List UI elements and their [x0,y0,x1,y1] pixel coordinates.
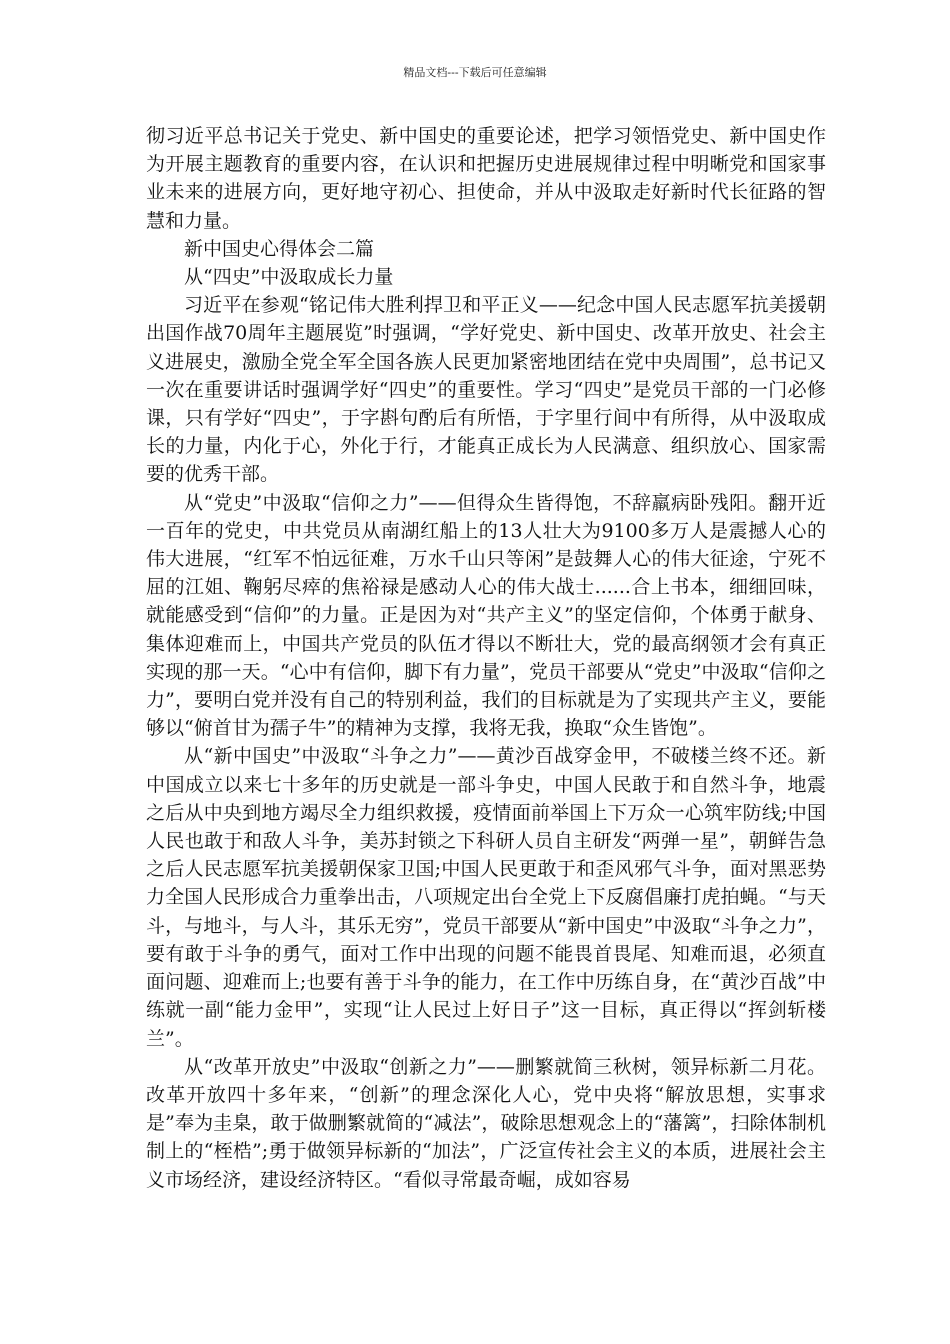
paragraph-continuation: 彻习近平总书记关于党史、新中国史的重要论述，把学习领悟党史、新中国史作为开展主题教育的重要内容，在认识和把握历史进展规律过程中明晰党和国家事业未来的进展方向，更好地守初心、担使命，并从中汲取走好新时代长征路的智慧和力量。 [146,125,826,232]
article-title: 从“四史”中汲取成长力量 [184,266,394,289]
paragraph-new-china-history: 从“新中国史”中汲取“斗争之力”——黄沙百战穿金甲，不破楼兰终不还。新中国成立以来七十多年的历史就是一部斗争史，中国人民敢于和自然斗争，地震之后从中央到地方竭尽全力组织救援，疫情面前举国上下万众一心筑牢防线;中国人民也敢于和敌人斗争，美苏封锁之下科研人员自主研发“两弹一星”，朝鲜告急之后人民志愿军抗美援朝保家卫国;中国人民更敢于和歪风邪气斗争，面对黑恶势力全国人民形成合力重拳出击，八项规定出台全党上下反腐倡廉打虎拍蝇。“与天斗，与地斗，与人斗，其乐无穷”，党员干部要从“新中国史”中汲取“斗争之力”，要有敢于斗争的勇气，面对工作中出现的问题不能畏首畏尾、知难而退，必须直面问题、迎难而上;也要有善于斗争的能力，在工作中历练自身，在“黄沙百战”中练就一副“能力金甲”，实现“让人民过上好日子”这一目标，真正得以“挥剑斩楼兰”。 [146,745,826,1050]
section-title: 新中国史心得体会二篇 [184,237,375,260]
paragraph-intro: 习近平在参观“铭记伟大胜利捍卫和平正义——纪念中国人民志愿军抗美援朝出国作战70周年主题展览”时强调，“学好党史、新中国史、改革开放史、社会主义进展史，激励全党全军全国各族人民更加紧密地团结在党中央周围”，总书记又一次在重要讲话时强调学好“四史”的重要性。学习“四史”是党员干部的一门必修课，只有学好“四史”，于字斟句酌后有所悟，于字里行间中有所得，从中汲取成长的力量，内化于心，外化于行，才能真正成长为人民满意、组织放心、国家需要的优秀干部。 [146,294,826,486]
paragraph-party-history: 从“党史”中汲取“信仰之力”——但得众生皆得饱，不辞羸病卧残阳。翻开近一百年的党史，中共党员从南湖红船上的13人壮大为9100多万人是震撼人心的伟大进展，“红军不怕远征难，万水千山只等闲”是鼓舞人心的伟大征途，宁死不屈的江姐、鞠躬尽瘁的焦裕禄是感动人心的伟大战士......合上书本，细细回味，就能感受到“信仰”的力量。正是因为对“共产主义”的坚定信仰，个体勇于献身、集体迎难而上，中国共产党员的队伍才得以不断壮大，党的最高纲领才会有真正实现的那一天。“心中有信仰，脚下有力量”，党员干部要从“党史”中汲取“信仰之力”，要明白党并没有自己的特别利益，我们的目标就是为了实现共产主义，要能够以“俯首甘为孺子牛”的精神为支撑，我将无我，换取“众生皆饱”。 [146,491,826,740]
document-body [146,122,826,1194]
page-header: 精品文档---下载后可任意编辑 [403,66,547,79]
paragraph-reform-history: 从“改革开放史”中汲取“创新之力”——删繁就简三秋树，领异标新二月花。改革开放四十多年来，“创新”的理念深化人心，党中央将“解放思想，实事求是”奉为圭臬，敢于做删繁就简的“减法”，破除思想观念上的“藩篱”，扫除体制机制上的“桎梏”;勇于做领异标新的“加法”，广泛宣传社会主义的本质，进展社会主义市场经济，建设经济特区。“看似寻常最奇崛，成如容易 [146,1055,826,1191]
